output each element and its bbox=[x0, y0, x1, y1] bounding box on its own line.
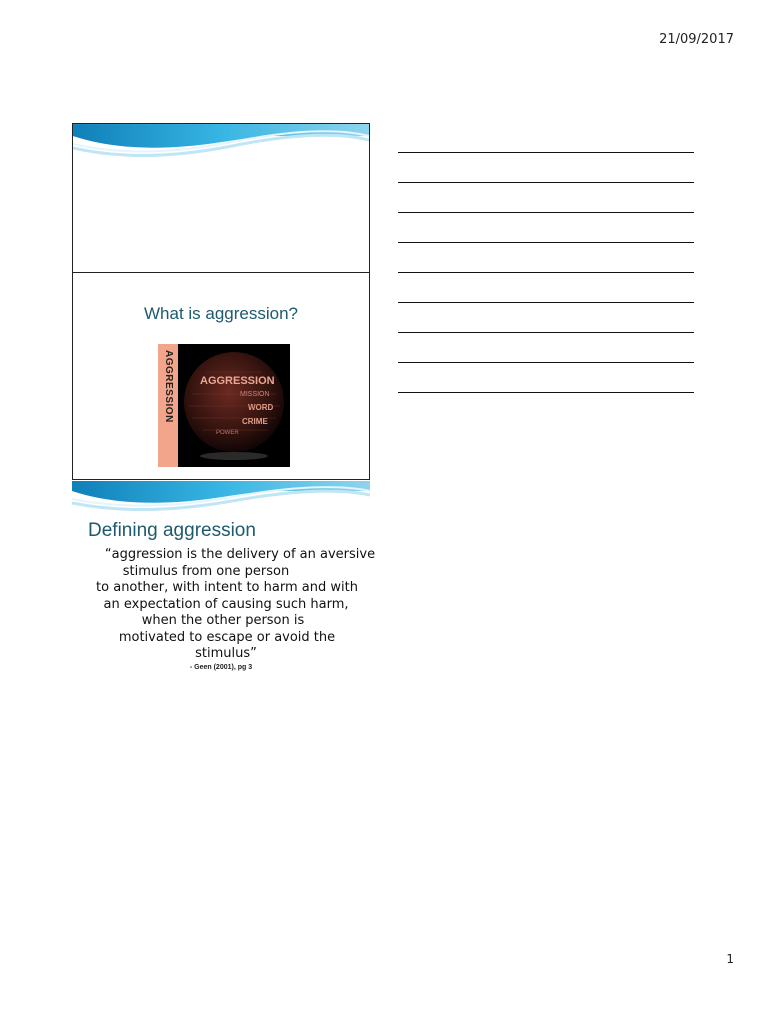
slide2-header-wave bbox=[72, 481, 370, 517]
quote-line: an expectation of causing such harm, bbox=[103, 596, 349, 612]
notes-line bbox=[398, 302, 694, 303]
page-number: 1 bbox=[726, 952, 734, 966]
quote-line: “aggression is the delivery of an aversive bbox=[104, 547, 376, 562]
image-side-strip bbox=[158, 344, 178, 467]
slide-what-is-aggression bbox=[72, 123, 370, 480]
quote-line: stimulus” bbox=[195, 646, 257, 661]
notes-lines bbox=[398, 152, 694, 422]
notes-line bbox=[398, 392, 694, 393]
sphere-word-4: CRIME bbox=[242, 417, 268, 426]
notes-line bbox=[398, 272, 694, 273]
aggression-word-sphere-image bbox=[158, 344, 290, 467]
sphere-word-5: POWER bbox=[216, 430, 239, 436]
slide-header-wave bbox=[73, 124, 369, 164]
sphere-word-3: WORD bbox=[248, 403, 274, 412]
date-header: 21/09/2017 bbox=[659, 32, 734, 47]
quote-line: when the other person is bbox=[141, 613, 305, 628]
notes-line bbox=[398, 182, 694, 183]
quote-line: motivated to escape or avoid the bbox=[118, 629, 336, 645]
notes-line bbox=[398, 332, 694, 333]
word-sphere-graphic bbox=[178, 344, 290, 467]
citation: - Geen (2001), pg 3 bbox=[189, 664, 253, 671]
definition-quote bbox=[72, 547, 390, 663]
notes-line bbox=[398, 362, 694, 363]
strip-label: AGGRESSION bbox=[163, 350, 174, 423]
quote-line: stimulus from one person bbox=[122, 563, 290, 579]
slide-title: What is aggression? bbox=[143, 304, 299, 323]
notes-line bbox=[398, 212, 694, 213]
slide2-title: Defining aggression bbox=[88, 520, 256, 541]
notes-line bbox=[398, 152, 694, 153]
quote-line: to another, with intent to harm and with bbox=[96, 580, 358, 595]
slide-divider bbox=[73, 272, 369, 273]
notes-line bbox=[398, 242, 694, 243]
sphere-word-2: MISSION bbox=[240, 391, 270, 398]
sphere-word-1: AGGRESSION bbox=[200, 375, 275, 387]
